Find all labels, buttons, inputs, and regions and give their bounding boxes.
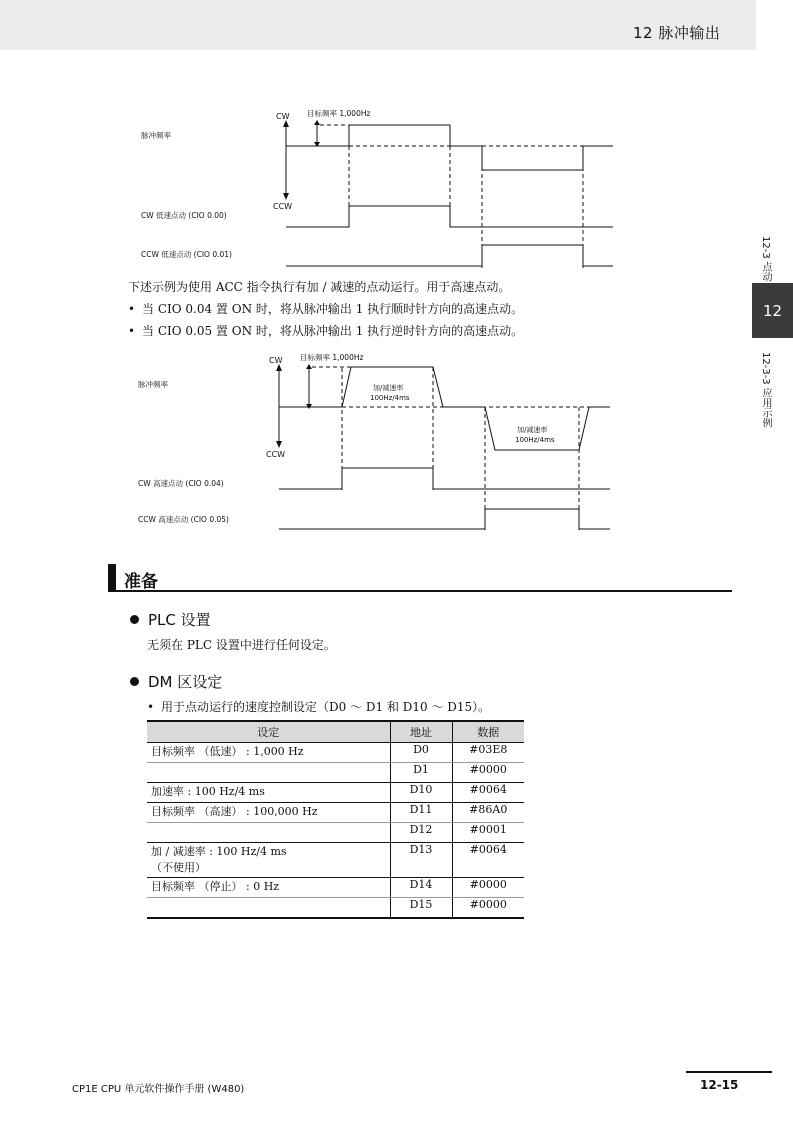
setting-cell (147, 763, 390, 783)
setting-cell: 加 / 减速率 : 100 Hz/4 ms （不使用） (147, 843, 390, 878)
header-setting: 设定 (147, 721, 390, 743)
ccw-arrow-icon (276, 441, 282, 448)
section-title: 准备 (124, 572, 158, 592)
intro-bullet: • 当 CIO 0.05 置 ON 时，将从脉冲输出 1 执行逆时针方向的高速点动。 (128, 324, 524, 338)
data-cell: #0000 (452, 898, 524, 919)
dm-heading: DM 区设定 (130, 671, 222, 692)
decel-rate-value: 100Hz/4ms (515, 436, 555, 444)
target-freq-label: 目标频率 1,000Hz (307, 109, 371, 118)
accel-rate-label: 加/减速率 (373, 384, 404, 392)
data-cell: #0000 (452, 878, 524, 898)
address-cell: D11 (390, 803, 452, 823)
data-cell: #0064 (452, 843, 524, 878)
header-address: 地址 (390, 721, 452, 743)
timing-diagram-low-speed (0, 100, 640, 275)
dm-bullet: • 用于点动运行的速度控制设定（D0 ～ D1 和 D10 ～ D15）。 (147, 700, 491, 714)
address-cell: D14 (390, 878, 452, 898)
pulse-freq-label: 脉冲频率 (138, 380, 168, 389)
cw-signal-line (279, 468, 610, 489)
table-row (147, 843, 524, 878)
setting-cell: 加速率 : 100 Hz/4 ms (147, 783, 390, 803)
setting-cell (147, 823, 390, 843)
plc-heading: PLC 设置 (130, 609, 211, 630)
setting-cell: 目标频率 （停止） : 0 Hz (147, 878, 390, 898)
ccw-signal-label: CCW 低速点动 (CIO 0.01) (141, 250, 232, 259)
bullet-icon (130, 677, 139, 686)
section-heading (108, 562, 732, 592)
cw-label: CW (276, 112, 290, 121)
pulse-waveform (279, 367, 610, 450)
data-cell: #0000 (452, 763, 524, 783)
cw-signal-label: CW 低速点动 (CIO 0.00) (141, 211, 227, 220)
plc-text: 无须在 PLC 设置中进行任何设定。 (147, 638, 336, 652)
dm-settings-table (147, 720, 524, 919)
bullet-icon (130, 615, 139, 624)
side-subsection-label[interactable]: 12-3-3 应用示例 (760, 352, 771, 428)
address-cell: D13 (390, 843, 452, 878)
table-row (147, 783, 524, 803)
setting-cell: 目标频率 （低速） : 1,000 Hz (147, 743, 390, 763)
footer-page-number: 12-15 (700, 1078, 739, 1092)
ccw-signal-line (286, 245, 613, 266)
side-section-label[interactable]: 12-3 点动 (760, 236, 771, 282)
table-row (147, 878, 524, 898)
table-row (147, 743, 524, 763)
data-cell: #0001 (452, 823, 524, 843)
decel-rate-label: 加/减速率 (517, 426, 548, 434)
timing-diagram-high-speed (0, 345, 640, 540)
section-bar (108, 564, 116, 590)
intro-text: 下述示例为使用 ACC 指令执行有加 / 减速的点动运行。用于高速点动。 (128, 280, 511, 294)
setting-cell: 目标频率 （高速） : 100,000 Hz (147, 803, 390, 823)
target-freq-label: 目标频率 1,000Hz (300, 353, 364, 362)
header-data: 数据 (452, 721, 524, 743)
address-cell: D12 (390, 823, 452, 843)
data-cell: #03E8 (452, 743, 524, 763)
table-header-row (147, 721, 524, 743)
address-cell: D0 (390, 743, 452, 763)
footer-rule (686, 1071, 772, 1073)
address-cell: D1 (390, 763, 452, 783)
ccw-arrow-icon (283, 193, 289, 200)
cw-label: CW (269, 356, 283, 365)
ccw-label: CCW (266, 450, 286, 459)
footer-manual-title: CP1E CPU 单元软件操作手册 (W480) (72, 1084, 245, 1095)
table-row (147, 803, 524, 823)
cw-signal-label: CW 高速点动 (CIO 0.04) (138, 479, 224, 488)
cw-signal-line (286, 206, 613, 227)
data-cell: #86A0 (452, 803, 524, 823)
data-cell: #0064 (452, 783, 524, 803)
side-chapter-tab[interactable]: 12 (752, 283, 793, 338)
address-cell: D15 (390, 898, 452, 919)
chapter-title: 12 脉冲输出 (633, 24, 721, 42)
setting-cell (147, 898, 390, 919)
cw-arrow-icon (276, 364, 282, 371)
intro-bullet: • 当 CIO 0.04 置 ON 时，将从脉冲输出 1 执行顺时针方向的高速点动。 (128, 302, 524, 316)
ccw-signal-label: CCW 高速点动 (CIO 0.05) (138, 515, 229, 524)
ccw-label: CCW (273, 202, 293, 211)
address-cell: D10 (390, 783, 452, 803)
pulse-freq-label: 脉冲频率 (141, 131, 171, 140)
table-row (147, 763, 524, 783)
table-row (147, 823, 524, 843)
accel-rate-value: 100Hz/4ms (370, 394, 410, 402)
cw-arrow-icon (283, 120, 289, 127)
table-row (147, 898, 524, 919)
ccw-signal-line (279, 509, 610, 529)
